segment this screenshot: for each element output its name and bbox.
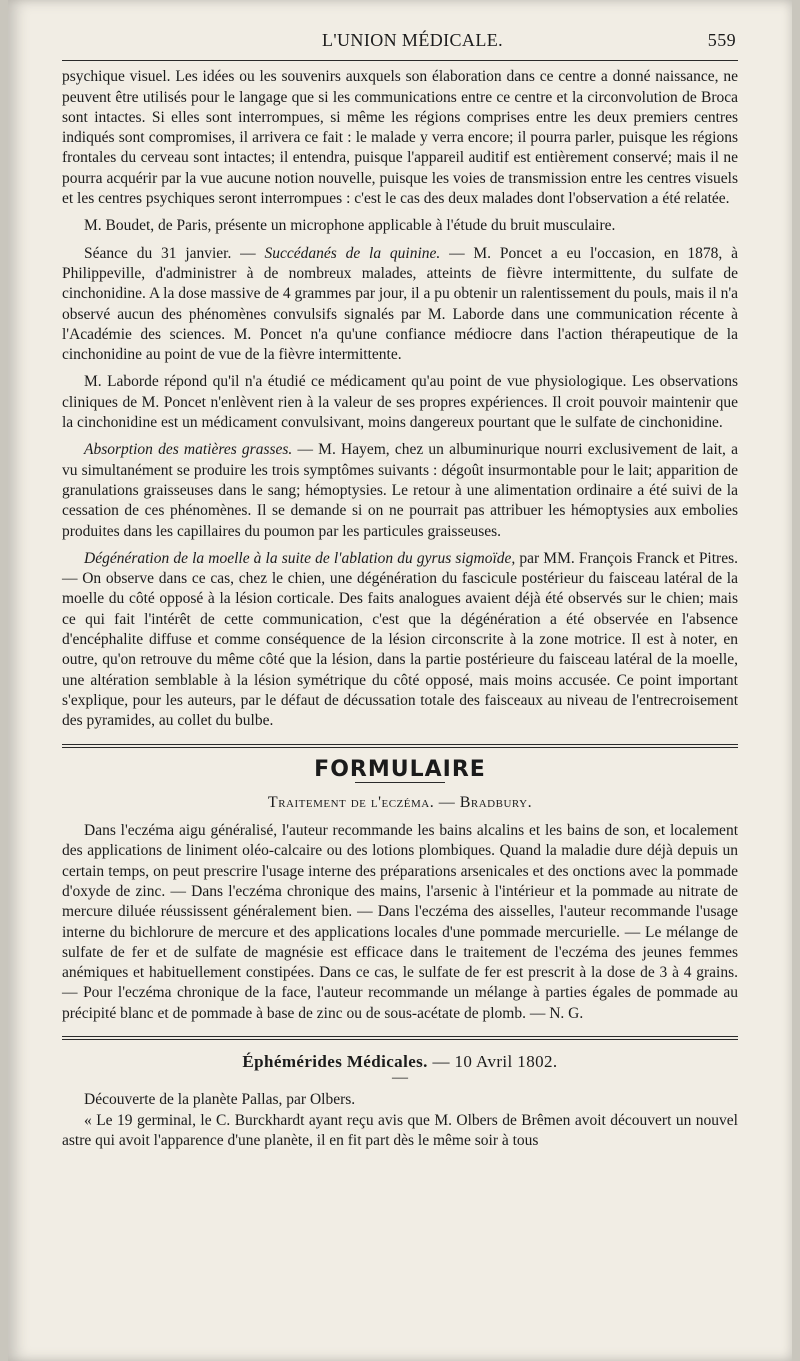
- formulaire-heading: FORMULAIRE: [314, 756, 486, 782]
- section-divider: [62, 744, 738, 748]
- ephemerides-dash: —: [392, 1069, 408, 1087]
- paragraph-degeneration: [62, 549, 738, 732]
- ephemerides-date: — 10 Avril 1802.: [432, 1052, 558, 1072]
- paragraph-quinine: [62, 244, 738, 366]
- formulaire-rule: [355, 782, 445, 783]
- page-content: [62, 30, 738, 1151]
- eczema-subheading: Traitement de l'eczéma. — Bradbury.: [267, 793, 533, 811]
- paragraph-laborde: M. Laborde répond qu'il n'a étudié ce médicament qu'au point de vue physiologique. Les observations cliniques de M. Poncet n'enlèvent rien à la valeur de ses propres expériences. Il croit pouvoir maintenir que la cinchonidine est un médicament convulsivant, moins dangereux pourtant que le sulfate de cinchonidine.: [62, 373, 738, 432]
- section-title-quinine: Succédanés de la quinine.: [264, 244, 441, 262]
- paragraph-boudet: M. Boudet, de Paris, présente un microphone applicable à l'étude du bruit musculaire.: [84, 217, 616, 235]
- paragraph-eczema: Dans l'eczéma aigu généralisé, l'auteur recommande les bains alcalins et les bains de son, et localement des applications de liniment oléo-calcaire ou des lotions plombiques. Quand la maladie dure déjà depuis un certain temps, on peut prescrire l'usage interne des préparations arsenicales et des onctions avec la pommade d'oxyde de zinc. — Dans l'eczéma chronique des mains, l'arsenic à l'intérieur et la pommade au nitrate de mercure diluée réussissent généralement bien. — Dans l'eczéma des aisselles, l'auteur recommande l'usage interne du bichlorure de mercure et des applications locales d'une pommade mercurielle. — Le mélange de sulfate de fer et de sulfate de magnésie est efficace dans le traitement de l'eczéma des jeunes femmes anémiques et habituellement constipées. Dans ce cas, le sulfate de fer est prescrit à la dose de 3 à 4 grains. — Pour l'eczéma chronique de la face, l'auteur recommande un mélange à parties égales de pommade au précipité blanc et de pommade à base de zinc ou de sous-acétate de plomb. — N. G.: [62, 822, 738, 1022]
- header-rule: [62, 60, 738, 63]
- page-number: 559: [707, 30, 736, 50]
- running-header: [62, 30, 738, 50]
- absorption-body: — M. Hayem, chez un albuminurique nourri exclusivement de lait, a vu simultanément se produire les trois symptômes suivants : dégoût insurmontable pour le lait; apparition de granulations graisseuses dans le sang; hémoptysies. Le retour à une alimentation ordinaire a été suivi de la cessation de ces phénomènes. Il se demande si on ne pourrait pas attribuer les hémoptysies aux embolies produites dans les capillaires du poumon par les particules graisseuses.: [62, 441, 738, 540]
- section-title-degeneration: Dégénération de la moelle à la suite de l'ablation du gyrus sigmoïde,: [84, 549, 516, 567]
- journal-title: L'UNION MÉDICALE.: [322, 30, 504, 50]
- page: [8, 0, 792, 1361]
- quinine-body: — M. Poncet a eu l'occasion, en 1878, à Philippeville, d'administrer à de nombreux malades, atteints de fièvre intermittente, du sulfate de cinchonidine. A la dose massive de 4 grammes par jour, il a pu obtenir un ralentissement du pouls, mais il n'a observé aucun des phénomènes convulsifs signalés par M. Laborde dans une communication récente à l'Académie des sciences. M. Poncet n'a qu'une confiance médiocre dans l'action thérapeutique de la cinchonidine au point de vue de la fièvre intermittente.: [62, 244, 738, 364]
- paragraph-visual-center: psychique visuel. Les idées ou les souvenirs auxquels son élaboration dans ce centre a donné naissance, ne peuvent être utilisés pour le langage que si les communications entre ce centre et la circonvolution de Broca sont intactes. Si elles sont interrompues, si même les régions comprises entre les deux premiers centres indiqués sont compromises, il arrivera ce fait : le malade y verra encore; il pourra parler, puisque les régions frontales du cerveau sont intactes; il entendra, puisque l'appareil auditif est entièrement conservé; mais il ne pourra acquérir par la vue aucune notion nouvelle, puisque les voies de transmission entre les centres visuels et les centres psychiques seront interrompues : c'est le cas des deux malades dont l'observation a été relatée.: [62, 68, 738, 208]
- section-divider-2: [62, 1036, 738, 1040]
- paragraph-pallas: Découverte de la planète Pallas, par Olbers.: [84, 1091, 356, 1109]
- session-date: Séance du 31 janvier. —: [84, 244, 256, 262]
- ephemerides-title: Éphémérides Médicales.: [242, 1052, 428, 1072]
- paragraph-absorption: [62, 440, 738, 541]
- paragraph-burckhardt: « Le 19 germinal, le C. Burckhardt ayant reçu avis que M. Olbers de Brêmen avoit découvert un nouvel astre qui avoit l'apparence d'une planète, il en fit part dès le même soir à tous: [62, 1111, 738, 1149]
- degeneration-body: par MM. François Franck et Pitres. — On observe dans ce cas, chez le chien, une dégénération du fascicule postérieur du faisceau latéral de la moelle du côté opposé à la lésion corticale. Des faits analogues avaient déjà été observés sur le chien; mais ce qui fait l'intérêt de cette communication, c'est que la dégénération a été observée en l'absence d'encéphalite diffuse et comme conséquence de la lésion circonscrite à la zone motrice. Il est à noter, en outre, qu'on retrouve du même côté que la lésion, dans la partie postérieure du faisceau latéral de la moelle, une altération semblable à la lésion symétrique du côté opposé, mais moins accusée. Ce point important s'explique, pour les auteurs, par le défaut de décussation totale des faisceaux au niveau de l'entrecroisement des pyramides, au collet du bulbe.: [62, 549, 738, 730]
- section-title-absorption: Absorption des matières grasses.: [84, 441, 293, 459]
